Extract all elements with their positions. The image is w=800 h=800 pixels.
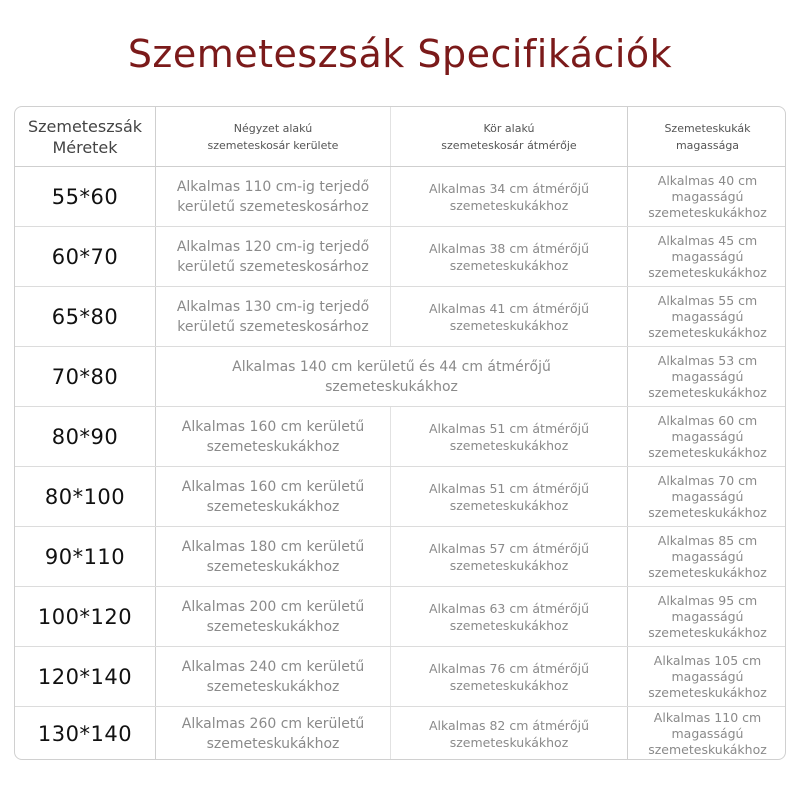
height-cell [628, 647, 786, 706]
table-row [15, 347, 786, 407]
table-row [15, 407, 786, 467]
round-cell [391, 587, 628, 646]
header-square-label: Négyzet alakú szemeteskosár kerülete [207, 121, 339, 152]
square-fit-text: Alkalmas 200 cm kerületű szemeteskukákhoz [181, 598, 365, 635]
size-value: 120*140 [37, 664, 133, 689]
round-fit-text: Alkalmas 76 cm átmérőjű szemeteskukákhoz [428, 660, 589, 693]
square-cell [156, 227, 391, 286]
size-cell [15, 347, 156, 406]
size-cell [15, 407, 156, 466]
table-row [15, 647, 786, 707]
size-cell [15, 287, 156, 346]
square-cell [156, 467, 391, 526]
round-fit-text: Alkalmas 51 cm átmérőjű szemeteskukákhoz [428, 480, 589, 513]
round-cell [391, 647, 628, 706]
height-cell [628, 347, 786, 406]
table-row [15, 227, 786, 287]
height-fit-text: Alkalmas 110 cm magasságú szemeteskukákhoz [648, 710, 767, 757]
size-value: 70*80 [51, 364, 119, 389]
size-cell [15, 467, 156, 526]
round-fit-text: Alkalmas 63 cm átmérőjű szemeteskukákhoz [428, 600, 589, 633]
page-title: Szemeteszsák Specifikációk [127, 32, 673, 76]
square-cell [156, 527, 391, 586]
square-fit-text: Alkalmas 160 cm kerületű szemeteskukákhoz [181, 478, 365, 515]
header-height-cell [628, 107, 786, 166]
square-fit-text: Alkalmas 180 cm kerületű szemeteskukákhoz [181, 538, 365, 575]
table-header-row [15, 107, 786, 167]
header-size-label: Szemeteszsák Méretek [27, 116, 143, 157]
size-value: 65*80 [51, 304, 119, 329]
square-cell [156, 407, 391, 466]
merged-fit-text: Alkalmas 140 cm kerületű és 44 cm átmérőjű szemeteskukákhoz [232, 358, 551, 395]
round-cell [391, 707, 628, 760]
square-fit-text: Alkalmas 160 cm kerületű szemeteskukákhoz [181, 418, 365, 455]
round-cell [391, 167, 628, 226]
round-fit-text: Alkalmas 38 cm átmérőjű szemeteskukákhoz [428, 240, 589, 273]
square-cell [156, 587, 391, 646]
square-cell [156, 287, 391, 346]
square-fit-text: Alkalmas 110 cm-ig terjedő kerületű szemeteskosárhoz [176, 178, 370, 215]
square-cell [156, 707, 391, 760]
header-size-cell [15, 107, 156, 166]
height-cell [628, 287, 786, 346]
square-fit-text: Alkalmas 240 cm kerületű szemeteskukákhoz [181, 658, 365, 695]
height-cell [628, 707, 786, 760]
round-cell [391, 287, 628, 346]
round-cell [391, 407, 628, 466]
square-fit-text: Alkalmas 260 cm kerületű szemeteskukákhoz [181, 716, 365, 752]
size-cell [15, 647, 156, 706]
height-fit-text: Alkalmas 45 cm magasságú szemeteskukákhoz [648, 232, 767, 280]
height-cell [628, 527, 786, 586]
table-row [15, 167, 786, 227]
size-cell [15, 587, 156, 646]
square-fit-text: Alkalmas 130 cm-ig terjedő kerületű szemeteskosárhoz [176, 298, 370, 335]
round-cell [391, 467, 628, 526]
header-square-cell [156, 107, 391, 166]
round-fit-text: Alkalmas 82 cm átmérőjű szemeteskukákhoz [428, 718, 589, 750]
height-fit-text: Alkalmas 53 cm magasságú szemeteskukákhoz [648, 352, 767, 400]
height-cell [628, 467, 786, 526]
table-row [15, 587, 786, 647]
square-cell [156, 647, 391, 706]
height-cell [628, 407, 786, 466]
square-fit-text: Alkalmas 120 cm-ig terjedő kerületű szemeteskosárhoz [176, 238, 370, 275]
size-cell [15, 227, 156, 286]
height-fit-text: Alkalmas 60 cm magasságú szemeteskukákhoz [648, 412, 767, 460]
table-row [15, 707, 786, 760]
size-cell [15, 707, 156, 760]
height-fit-text: Alkalmas 85 cm magasságú szemeteskukákhoz [648, 532, 767, 580]
height-fit-text: Alkalmas 40 cm magasságú szemeteskukákhoz [648, 172, 767, 220]
height-cell [628, 227, 786, 286]
size-value: 80*100 [44, 484, 126, 509]
round-fit-text: Alkalmas 57 cm átmérőjű szemeteskukákhoz [428, 540, 589, 573]
table-row [15, 527, 786, 587]
height-cell [628, 167, 786, 226]
height-cell [628, 587, 786, 646]
spec-table [14, 106, 786, 760]
size-cell [15, 167, 156, 226]
size-value: 130*140 [37, 722, 133, 746]
table-row [15, 467, 786, 527]
header-round-label: Kör alakú szemeteskosár átmérője [441, 121, 577, 152]
round-fit-text: Alkalmas 41 cm átmérőjű szemeteskukákhoz [428, 300, 589, 333]
round-cell [391, 527, 628, 586]
height-fit-text: Alkalmas 55 cm magasságú szemeteskukákhoz [648, 292, 767, 340]
size-value: 90*110 [44, 544, 126, 569]
round-fit-text: Alkalmas 51 cm átmérőjű szemeteskukákhoz [428, 420, 589, 453]
height-fit-text: Alkalmas 95 cm magasságú szemeteskukákhoz [648, 592, 767, 640]
height-fit-text: Alkalmas 70 cm magasságú szemeteskukákhoz [648, 472, 767, 520]
square-cell [156, 167, 391, 226]
table-row [15, 287, 786, 347]
header-height-label: Szemeteskukák magassága [664, 121, 751, 152]
merged-fit-cell [156, 347, 628, 406]
header-round-cell [391, 107, 628, 166]
size-value: 80*90 [51, 424, 119, 449]
round-cell [391, 227, 628, 286]
size-cell [15, 527, 156, 586]
round-fit-text: Alkalmas 34 cm átmérőjű szemeteskukákhoz [428, 180, 589, 213]
size-value: 100*120 [37, 604, 133, 629]
size-value: 55*60 [51, 184, 119, 209]
size-value: 60*70 [51, 244, 119, 269]
height-fit-text: Alkalmas 105 cm magasságú szemeteskukákhoz [648, 652, 767, 700]
